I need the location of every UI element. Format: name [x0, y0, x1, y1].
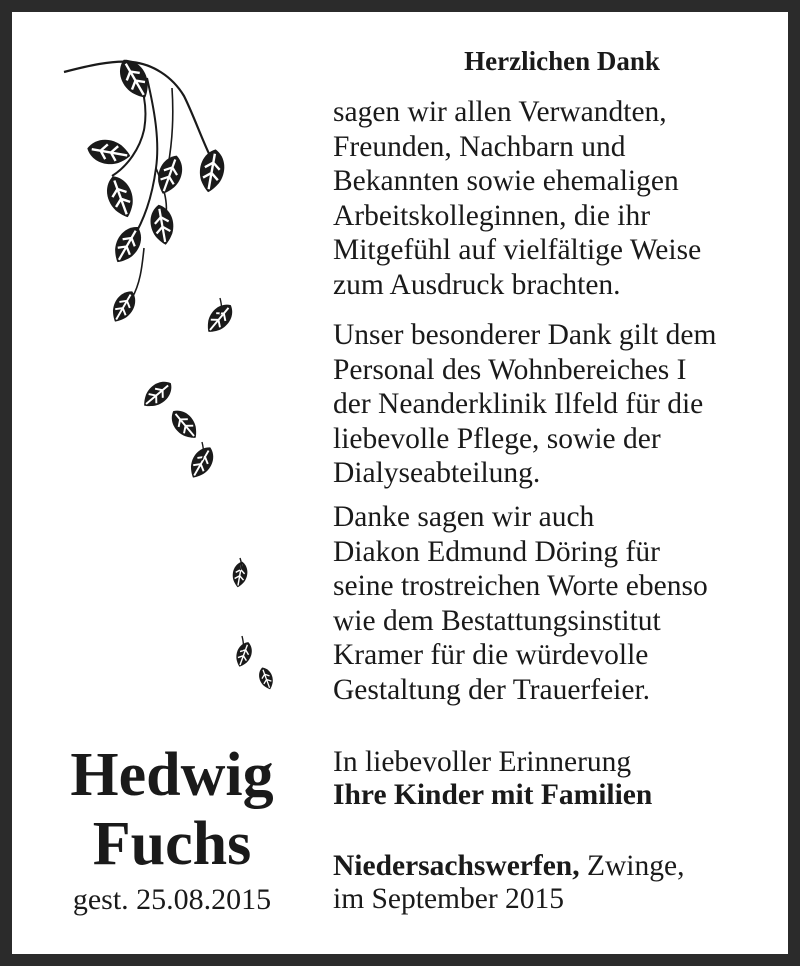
deceased-last-name: Fuchs — [92, 810, 252, 878]
death-date: gest. 25.08.2015 — [72, 883, 272, 916]
town-name: Niedersachswerfen, — [333, 850, 580, 882]
thanks-paragraph-3: Danke sagen wir auch Diakon Edmund Döring für seine trostreichen Worte ebenso wie dem Bestattungsinstitut Kramer für die würdevolle Gestaltung der Trauerfeier. — [333, 501, 708, 706]
thanks-heading: Herzlichen Dank — [464, 46, 660, 76]
deceased-first-name: Hedwig — [70, 741, 274, 809]
district-name: Zwinge, — [579, 850, 685, 882]
place-date-block — [333, 850, 684, 916]
thanks-paragraph-2: Unser besonderer Dank gilt dem Personal des Wohnbereiches I der Neanderklinik Ilfeld für die liebevolle Pflege, sowie der Dialyseabteilung. — [333, 319, 717, 490]
date-line: im September 2015 — [333, 883, 565, 915]
closing-line: In liebevoller Erinnerung — [333, 746, 632, 778]
falling-birch-leaves-icon — [52, 48, 282, 708]
thanks-paragraph-1: sagen wir allen Verwandten, Freunden, Nachbarn und Bekannten sowie ehemaligen Arbeitskolleginnen, die ihr Mitgefühl auf vielfältige Weise zum Ausdruck brachten. — [333, 96, 702, 301]
signatories: Ihre Kinder mit Familien — [333, 779, 653, 811]
closing-block — [333, 746, 652, 812]
